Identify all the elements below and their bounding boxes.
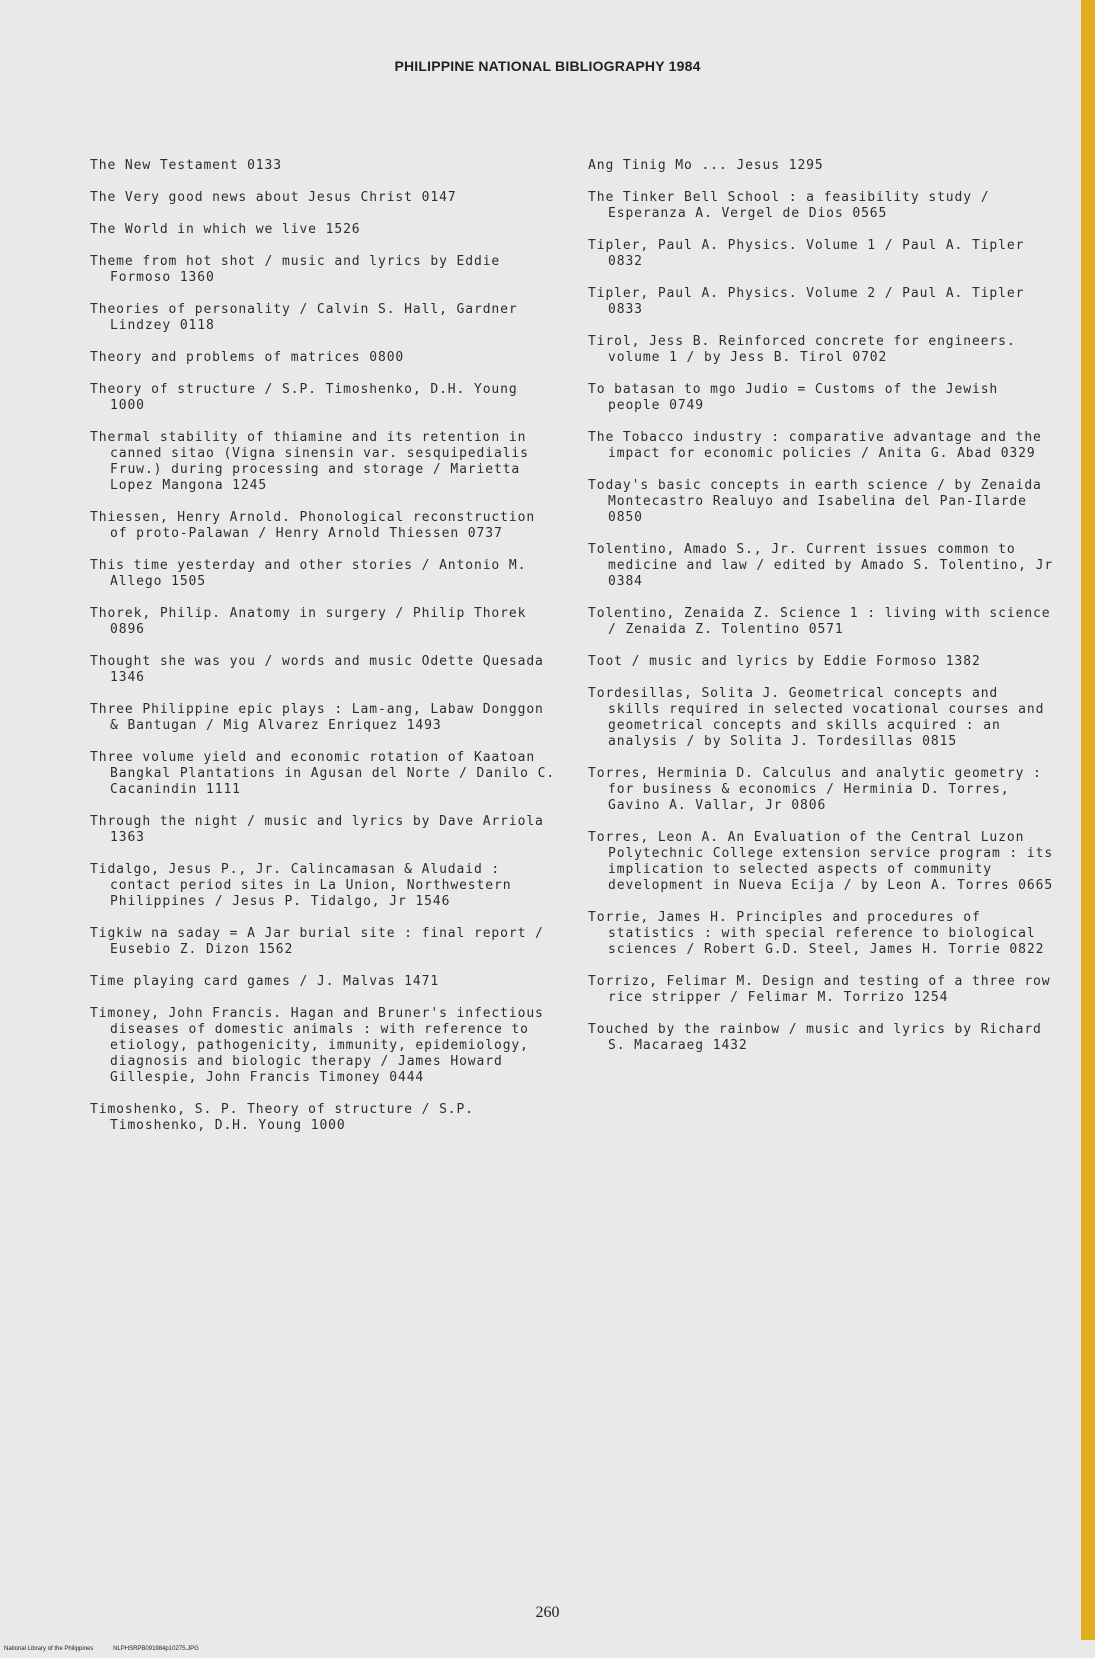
bibliography-entry: Tipler, Paul A. Physics. Volume 2 / Paul A. Tipler 0833	[588, 286, 1025, 317]
left-column	[90, 158, 560, 1150]
bibliography-entry: Tidalgo, Jesus P., Jr. Calincamasan & Aludaid : contact period sites in La Union, Northwestern Philippines / Jesus P. Tidalgo, Jr 1546	[90, 862, 512, 909]
page-number: 260	[535, 1604, 560, 1621]
bibliography-entry: Thermal stability of thiamine and its retention in canned sitao (Vigna sinensin var. sesquipedialis Fruw.) during processing and storage / Marietta Lopez Mangona 1245	[90, 430, 529, 493]
bibliography-entry: Theories of personality / Calvin S. Hall, Gardner Lindzey 0118	[90, 302, 518, 333]
page-header: PHILIPPINE NATIONAL BIBLIOGRAPHY 1984	[394, 58, 701, 74]
bibliography-entry: Time playing card games / J. Malvas 1471	[90, 974, 440, 989]
bibliography-entry: Three volume yield and economic rotation of Kaatoan Bangkal Plantations in Agusan del Norte / Danilo C. Cacanindin 1111	[90, 750, 556, 797]
bibliography-entry: This time yesterday and other stories / Antonio M. Allego 1505	[90, 558, 527, 589]
bibliography-entry: Touched by the rainbow / music and lyrics by Richard S. Macaraeg 1432	[588, 1022, 1042, 1053]
bibliography-entry: Torrie, James H. Principles and procedures of statistics : with special reference to biological sciences / Robert G.D. Steel, James H. Torrie 0822	[588, 910, 1045, 957]
bibliography-entry: Torres, Herminia D. Calculus and analytic geometry : for business & economics / Herminia D. Torres, Gavino A. Vallar, Jr 0806	[588, 766, 1042, 813]
bibliography-entry: Timoshenko, S. P. Theory of structure / S.P. Timoshenko, D.H. Young 1000	[90, 1102, 474, 1133]
bibliography-entry: Theory and problems of matrices 0800	[90, 350, 405, 365]
bibliography-entry: Torrizo, Felimar M. Design and testing of a three row rice stripper / Felimar M. Torrizo 1254	[588, 974, 1051, 1005]
bibliography-entry: Tolentino, Amado S., Jr. Current issues common to medicine and law / edited by Amado S. Tolentino, Jr 0384	[588, 542, 1054, 589]
right-column	[588, 158, 1058, 1070]
bibliography-entry: The Tinker Bell School : a feasibility study / Esperanza A. Vergel de Dios 0565	[588, 190, 990, 221]
bibliography-entry: Thought she was you / words and music Odette Quesada 1346	[90, 654, 544, 685]
footer-library: National Library of the Philippines	[4, 1646, 94, 1652]
bibliography-entry: Tipler, Paul A. Physics. Volume 1 / Paul A. Tipler 0832	[588, 238, 1025, 269]
bibliography-entry: Tordesillas, Solita J. Geometrical concepts and skills required in selected vocational courses and geometrical concepts and skills acquired : an analysis / by Solita J. Tordesillas 0815	[588, 686, 1045, 749]
bibliography-entry: The Tobacco industry : comparative advantage and the impact for economic policies / Anita G. Abad 0329	[588, 430, 1042, 461]
bibliography-entry: Ang Tinig Mo ... Jesus 1295	[588, 158, 824, 173]
bibliography-entry: The New Testament 0133	[90, 158, 282, 173]
bibliography-entry: Tolentino, Zenaida Z. Science 1 : living with science / Zenaida Z. Tolentino 0571	[588, 606, 1051, 637]
bibliography-entry: The World in which we live 1526	[90, 222, 361, 237]
bibliography-entry: Through the night / music and lyrics by Dave Arriola 1363	[90, 814, 544, 845]
page-edge-strip	[1081, 0, 1095, 1640]
bibliography-entry: Thiessen, Henry Arnold. Phonological reconstruction of proto-Palawan / Henry Arnold Thiessen 0737	[90, 510, 536, 541]
bibliography-entry: Toot / music and lyrics by Eddie Formoso 1382	[588, 654, 981, 669]
bibliography-entry: Timoney, John Francis. Hagan and Bruner's infectious diseases of domestic animals : with reference to etiology, pathogenicity, immunity, epidemiology, diagnosis and biologic therapy / James Howard Gillespie, John Francis Timoney 0444	[90, 1006, 544, 1085]
bibliography-entry: Theory of structure / S.P. Timoshenko, D.H. Young 1000	[90, 382, 518, 413]
footer-filename: NLPHSRPB091984p10275.JPG	[113, 1646, 199, 1652]
bibliography-entry: Today's basic concepts in earth science / by Zenaida Montecastro Realuyo and Isabelina del Pan-Ilarde 0850	[588, 478, 1042, 525]
bibliography-entry: Three Philippine epic plays : Lam-ang, Labaw Donggon & Bantugan / Mig Alvarez Enriquez 1493	[90, 702, 544, 733]
bibliography-entry: Thorek, Philip. Anatomy in surgery / Philip Thorek 0896	[90, 606, 527, 637]
bibliography-entry: To batasan to mgo Judio = Customs of the Jewish people 0749	[588, 382, 999, 413]
bibliography-entry: Torres, Leon A. An Evaluation of the Central Luzon Polytechnic College extension service program : its implication to selected aspects of community development in Nueva Ecija / by Leon A. Torres 0665	[588, 830, 1054, 893]
bibliography-entry: Tirol, Jess B. Reinforced concrete for engineers. volume 1 / by Jess B. Tirol 0702	[588, 334, 1016, 365]
scan-footer	[4, 1646, 199, 1652]
bibliography-entry: Tigkiw na saday = A Jar burial site : final report / Eusebio Z. Dizon 1562	[90, 926, 544, 957]
bibliography-entry: The Very good news about Jesus Christ 0147	[90, 190, 457, 205]
bibliography-entry: Theme from hot shot / music and lyrics by Eddie Formoso 1360	[90, 254, 501, 285]
